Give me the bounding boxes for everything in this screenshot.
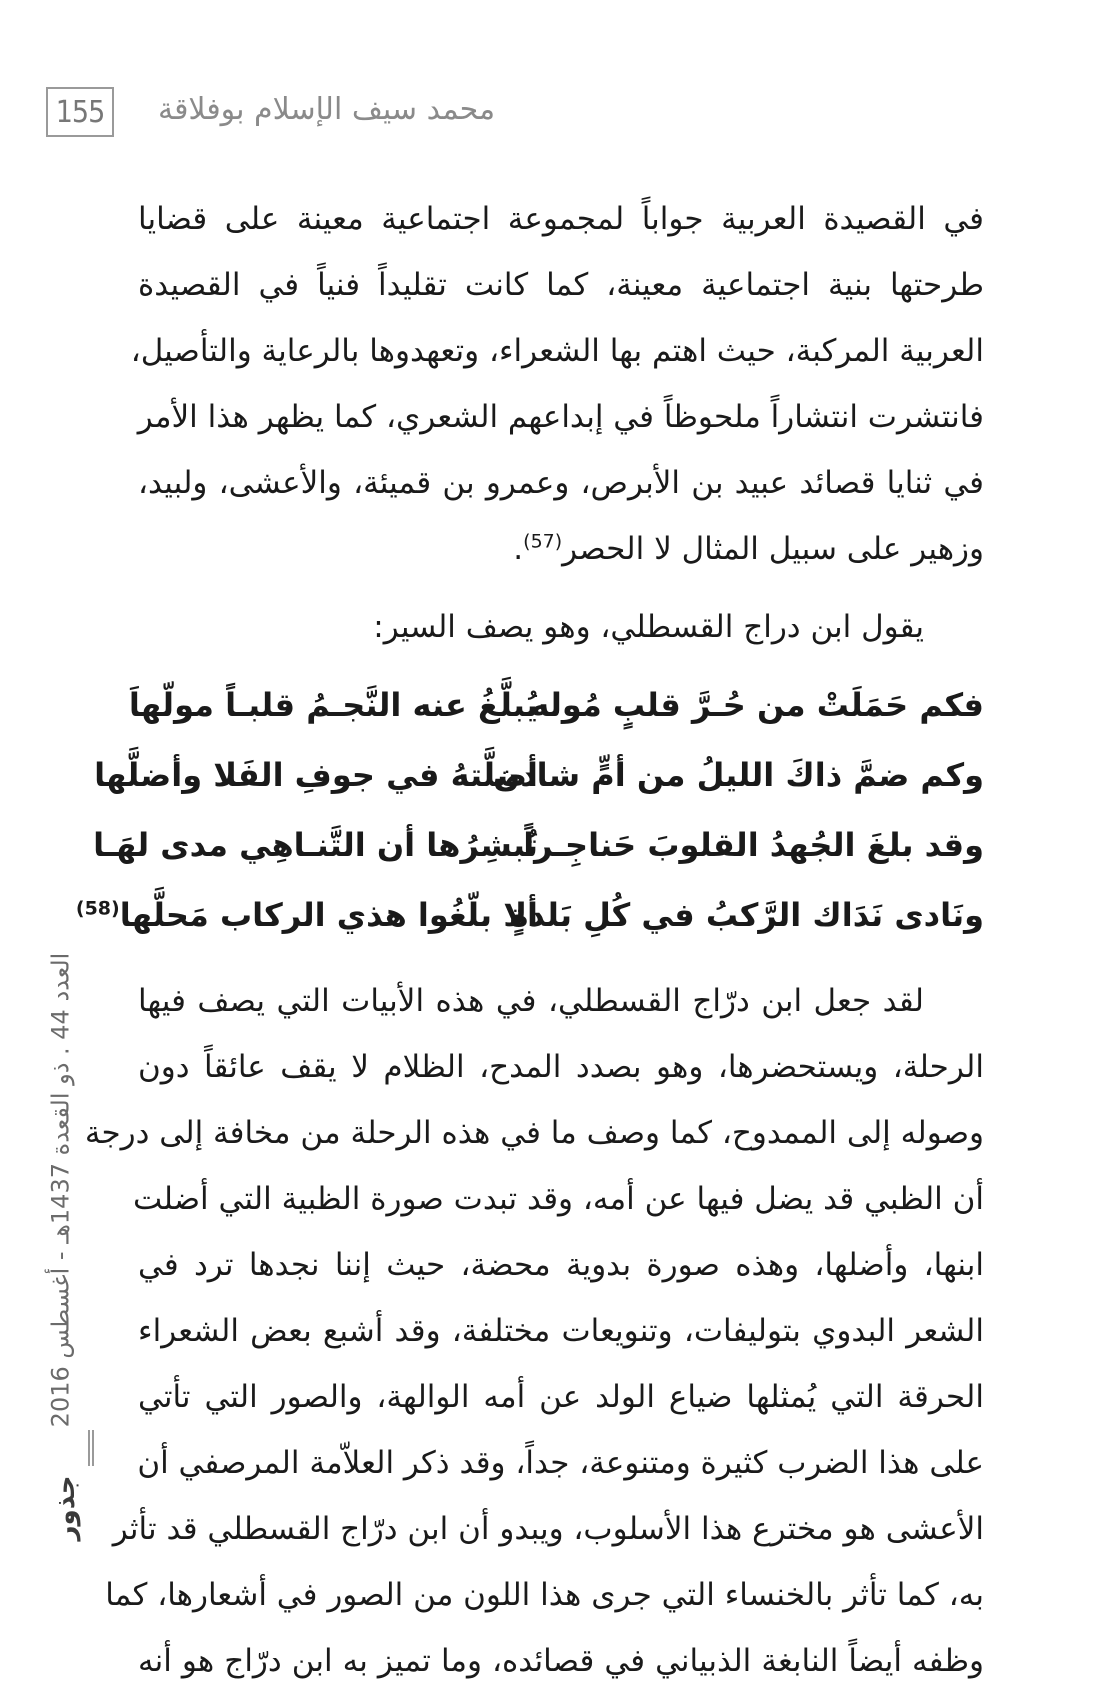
second-hemistich: أضلَّتهُ في جوفِ الفَلا وأضلَّها bbox=[94, 756, 538, 794]
poem-verse bbox=[75, 880, 984, 950]
second-hemistich: تُبشِرُها أن التَّنـاهِي مدى لهَـا bbox=[93, 826, 538, 864]
first-hemistich: وكم ضمَّ ذاكَ الليلُ من أمٍّ شادن bbox=[492, 756, 984, 794]
poem-verse bbox=[94, 740, 984, 810]
author-header: محمد سيف الإسلام بوفلاقة bbox=[158, 92, 496, 127]
text-line: وظفه أيضاً النابغة الذبياني في قصائده، وما تميز به ابن درّاج هو أنه bbox=[138, 1643, 984, 1679]
issue-info: العدد 44 . ذو القعدة 1437هـ - أغسطس 2016 bbox=[46, 952, 75, 1428]
first-hemistich: ونَادى نَدَاك الرَّكبُ في كُلِ بَلدةٍ bbox=[509, 896, 984, 934]
journal-logo: جذور bbox=[51, 1475, 81, 1541]
text-line: لقد جعل ابن درّاج القسطلي، في هذه الأبيات التي يصف فيها bbox=[138, 983, 924, 1019]
poem-verse bbox=[93, 810, 984, 880]
text-line: به، كما تأثر بالخنساء التي جرى هذا اللون من الصور في أشعارها، كما bbox=[105, 1577, 984, 1613]
second-hemistich bbox=[75, 882, 538, 948]
first-hemistich: فكم حَمَلَتْ من حُـرَّ قلبٍ مُوله bbox=[530, 686, 984, 724]
text-line: أن الظبي قد يضل فيها عن أمه، وقد تبدت صورة الظبية التي أضلت bbox=[133, 1181, 984, 1217]
poem-verse bbox=[128, 670, 984, 740]
poem-intro: يقول ابن دراج القسطلي، وهو يصف السير: bbox=[373, 609, 924, 645]
footnote-ref-58: (58) bbox=[75, 897, 120, 920]
issue-info-sidebar bbox=[40, 952, 80, 1428]
text-line: الشعر البدوي بتوليفات، وتنويعات مختلفة، وقد أشبع بعض الشعراء bbox=[138, 1313, 984, 1349]
page-content bbox=[75, 186, 984, 1694]
page-number: 155 bbox=[46, 87, 114, 137]
poem bbox=[75, 670, 984, 950]
text-line bbox=[138, 516, 984, 582]
sidebar-rule bbox=[88, 1430, 90, 1466]
text-line: الرحلة، ويستحضرها، وهو بصدد المدح، الظلام لا يقف عائقاً دون bbox=[138, 1049, 984, 1085]
text-line: في القصيدة العربية جواباً لمجموعة اجتماعية معينة على قضايا bbox=[138, 201, 984, 237]
paragraph-2 bbox=[84, 968, 984, 1694]
text-line: الأعشى هو مخترع هذا الأسلوب، ويبدو أن ابن درّاج القسطلي قد تأثر bbox=[112, 1511, 984, 1547]
text-line: على هذا الضرب كثيرة ومتنوعة، جداً، وقد ذكر العلاّمة المرصفي أن bbox=[137, 1445, 984, 1481]
second-hemistich-text: ألا بلّغُوا هذي الركاب مَحلَّها bbox=[119, 896, 538, 934]
second-hemistich: يُبلَّغُ عنه النَّجـمُ قلبـاً مولّهاَ bbox=[128, 686, 538, 724]
text-line: فانتشرت انتشاراً ملحوظاً في إبداعهم الشعري، كما يظهر هذا الأمر bbox=[137, 399, 984, 435]
text-line: الحرقة التي يُمثلها ضياع الولد عن أمه الوالهة، والصور التي تأتي bbox=[138, 1379, 984, 1415]
period: . bbox=[513, 531, 524, 567]
text-line: العربية المركبة، حيث اهتم بها الشعراء، وتعهدوها بالرعاية والتأصيل، bbox=[130, 333, 984, 369]
sidebar-rule bbox=[92, 1430, 94, 1466]
text-line: طرحتها بنية اجتماعية معينة، كما كانت تقليداً فنياً في القصيدة bbox=[138, 267, 984, 303]
text-line-content: وزهير على سبيل المثال لا الحصر bbox=[562, 531, 984, 567]
footnote-ref-57: (57) bbox=[523, 530, 563, 553]
text-line: وصوله إلى الممدوح، كما وصف ما في هذه الرحلة من مخافة إلى درجة bbox=[84, 1115, 984, 1151]
first-hemistich: وقد بلغَ الجُهدُ القلوبَ حَناجِـراً bbox=[523, 826, 984, 864]
paragraph-1 bbox=[130, 186, 984, 582]
text-line: ابنها، وأضلها، وهذه صورة بدوية محضة، حيث إننا نجدها ترد في bbox=[138, 1247, 984, 1283]
text-line: في ثنايا قصائد عبيد بن الأبرص، وعمرو بن قميئة، والأعشى، ولبيد، bbox=[138, 465, 984, 501]
